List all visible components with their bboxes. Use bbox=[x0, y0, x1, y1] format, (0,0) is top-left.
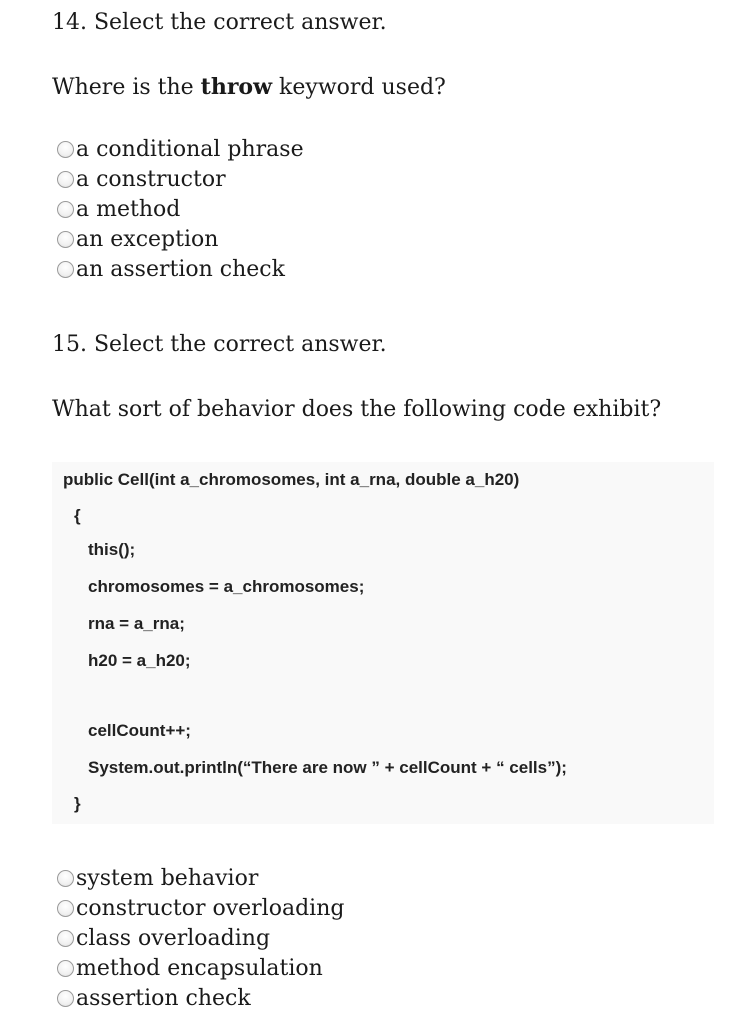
code-line-println: System.out.println(“There are now ” + cellCount + “ cells”); bbox=[88, 758, 567, 777]
radio-button[interactable] bbox=[57, 201, 74, 218]
code-line-rna: rna = a_rna; bbox=[88, 614, 185, 633]
q14-option-2[interactable] bbox=[57, 164, 304, 194]
option-label: a conditional phrase bbox=[76, 136, 304, 162]
radio-button[interactable] bbox=[57, 870, 74, 887]
code-line-h20: h20 = a_h20; bbox=[88, 651, 191, 670]
option-label: constructor overloading bbox=[76, 895, 345, 921]
option-label: class overloading bbox=[76, 925, 271, 951]
radio-button[interactable] bbox=[57, 930, 74, 947]
question-14-prompt bbox=[52, 74, 446, 100]
q15-option-4[interactable] bbox=[57, 953, 344, 983]
option-label: system behavior bbox=[76, 865, 259, 891]
radio-button[interactable] bbox=[57, 960, 74, 977]
q14-option-3[interactable] bbox=[57, 194, 304, 224]
throw-keyword: throw bbox=[200, 74, 273, 100]
radio-button[interactable] bbox=[57, 990, 74, 1007]
q15-option-1[interactable] bbox=[57, 863, 344, 893]
radio-button[interactable] bbox=[57, 141, 74, 158]
q14-option-4[interactable] bbox=[57, 224, 304, 254]
option-label: a method bbox=[76, 196, 181, 222]
code-snippet bbox=[52, 462, 714, 824]
q15-option-2[interactable] bbox=[57, 893, 344, 923]
code-line-cellcount: cellCount++; bbox=[88, 721, 191, 740]
q14-option-5[interactable] bbox=[57, 254, 304, 284]
q15-option-5[interactable] bbox=[57, 983, 344, 1013]
question-15-prompt: What sort of behavior does the following code exhibit? bbox=[52, 397, 662, 422]
code-line-this: this(); bbox=[88, 540, 136, 559]
radio-button[interactable] bbox=[57, 171, 74, 188]
code-line-chromosomes: chromosomes = a_chromosomes; bbox=[88, 577, 365, 596]
option-label: an exception bbox=[76, 226, 219, 252]
question-14-options bbox=[57, 134, 304, 284]
question-14-title: 14. Select the correct answer. bbox=[52, 10, 387, 35]
prompt-text-end: keyword used? bbox=[272, 75, 446, 100]
option-label: assertion check bbox=[76, 985, 251, 1011]
code-line-close-brace: } bbox=[74, 794, 81, 813]
question-15-options bbox=[57, 863, 344, 1013]
code-line-signature: public Cell(int a_chromosomes, int a_rna, double a_h20) bbox=[63, 470, 520, 489]
question-15-title: 15. Select the correct answer. bbox=[52, 332, 387, 357]
radio-button[interactable] bbox=[57, 261, 74, 278]
prompt-text-start: Where is the bbox=[52, 75, 201, 100]
option-label: an assertion check bbox=[76, 256, 285, 282]
code-line-open-brace: { bbox=[74, 506, 81, 525]
option-label: a constructor bbox=[76, 166, 226, 192]
q14-option-1[interactable] bbox=[57, 134, 304, 164]
option-label: method encapsulation bbox=[76, 955, 323, 981]
q15-option-3[interactable] bbox=[57, 923, 344, 953]
radio-button[interactable] bbox=[57, 900, 74, 917]
radio-button[interactable] bbox=[57, 231, 74, 248]
